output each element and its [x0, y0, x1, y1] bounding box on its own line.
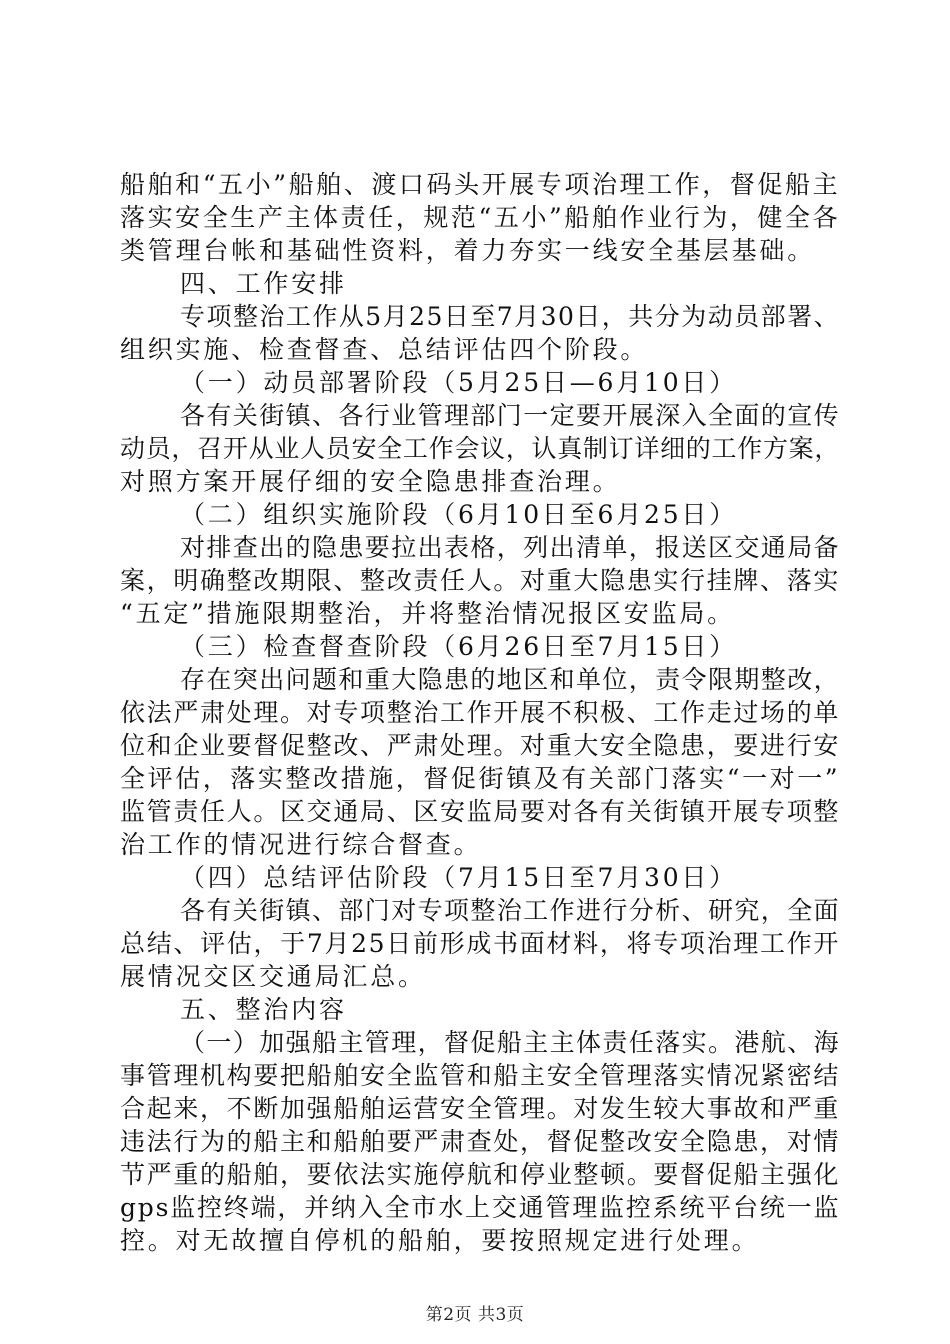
- text-line: 对排查出的隐患要拉出表格，列出清单，报送区交通局备: [180, 533, 841, 562]
- text-line: （二）组织实施阶段（6月10日至6月25日）: [180, 500, 738, 529]
- text-line: 事管理机构要把船舶安全监管和船主安全管理落实情况紧密结: [120, 1061, 840, 1090]
- text-line: 对照方案开展仔细的安全隐患排查治理。: [120, 467, 621, 496]
- text-line: 监管责任人。区交通局、区安监局要对各有关街镇开展专项整: [120, 797, 840, 826]
- text-line: gps监控终端，并纳入全市水上交通管理监控系统平台统一监: [120, 1193, 841, 1222]
- text-line: （一）加强船主管理，督促船主主体责任落实。港航、海: [180, 1028, 841, 1057]
- text-line: （四）总结评估阶段（7月15日至7月30日）: [180, 863, 738, 892]
- text-line: 治工作的情况进行综合督查。: [120, 830, 482, 859]
- text-line: 位和企业要督促整改、严肃处理。对重大安全隐患，要进行安: [120, 731, 840, 760]
- text-line: 各有关街镇、部门对专项整治工作进行分析、研究，全面: [180, 896, 841, 925]
- text-line: “五定”措施限期整治，并将整治情况报区安监局。: [120, 599, 735, 628]
- text-line: 类管理台帐和基础性资料，着力夯实一线安全基层基础。: [120, 236, 816, 265]
- text-line: 展情况交区交通局汇总。: [120, 962, 426, 991]
- text-line: 组织实施、检查督查、总结评估四个阶段。: [120, 335, 649, 364]
- text-line: 五、整治内容: [180, 995, 347, 1024]
- text-line: 案，明确整改期限、整改责任人。对重大隐患实行挂牌、落实: [120, 566, 840, 595]
- text-line: 合起来，不断加强船舶运营安全管理。对发生较大事故和严重: [120, 1094, 840, 1123]
- text-line: 船舶和“五小”船舶、渡口码头开展专项治理工作，督促船主: [120, 170, 840, 199]
- text-line: 落实安全生产主体责任，规范“五小”船舶作业行为，健全各: [120, 203, 840, 232]
- text-line: （三）检查督查阶段（6月26日至7月15日）: [180, 632, 738, 661]
- text-line: 控。对无故擅自停机的船舶，要按照规定进行处理。: [120, 1226, 760, 1255]
- text-line: 全评估，落实整改措施，督促街镇及有关部门落实“一对一”: [120, 764, 840, 793]
- text-line: 四、工作安排: [180, 269, 347, 298]
- text-line: 动员，召开从业人员安全工作会议，认真制订详细的工作方案，: [120, 434, 840, 463]
- document-body: [120, 168, 840, 1257]
- text-line: 总结、评估，于7月25日前形成书面材料，将专项治理工作开: [120, 929, 840, 958]
- text-line: 节严重的船舶，要依法实施停航和停业整顿。要督促船主强化: [120, 1160, 840, 1189]
- page-footer: 第2页 共3页: [425, 1305, 525, 1325]
- text-line: 各有关街镇、各行业管理部门一定要开展深入全面的宣传: [180, 401, 841, 430]
- text-line: 存在突出问题和重大隐患的地区和单位，责令限期整改，: [180, 665, 841, 694]
- text-line: 专项整治工作从5月25日至7月30日，共分为动员部署、: [180, 302, 840, 331]
- text-line: 违法行为的船主和船舶要严肃查处，督促整改安全隐患，对情: [120, 1127, 840, 1156]
- text-line: 依法严肃处理。对专项整治工作开展不积极、工作走过场的单: [120, 698, 840, 727]
- text-line: （一）动员部署阶段（5月25日—6月10日）: [180, 368, 738, 397]
